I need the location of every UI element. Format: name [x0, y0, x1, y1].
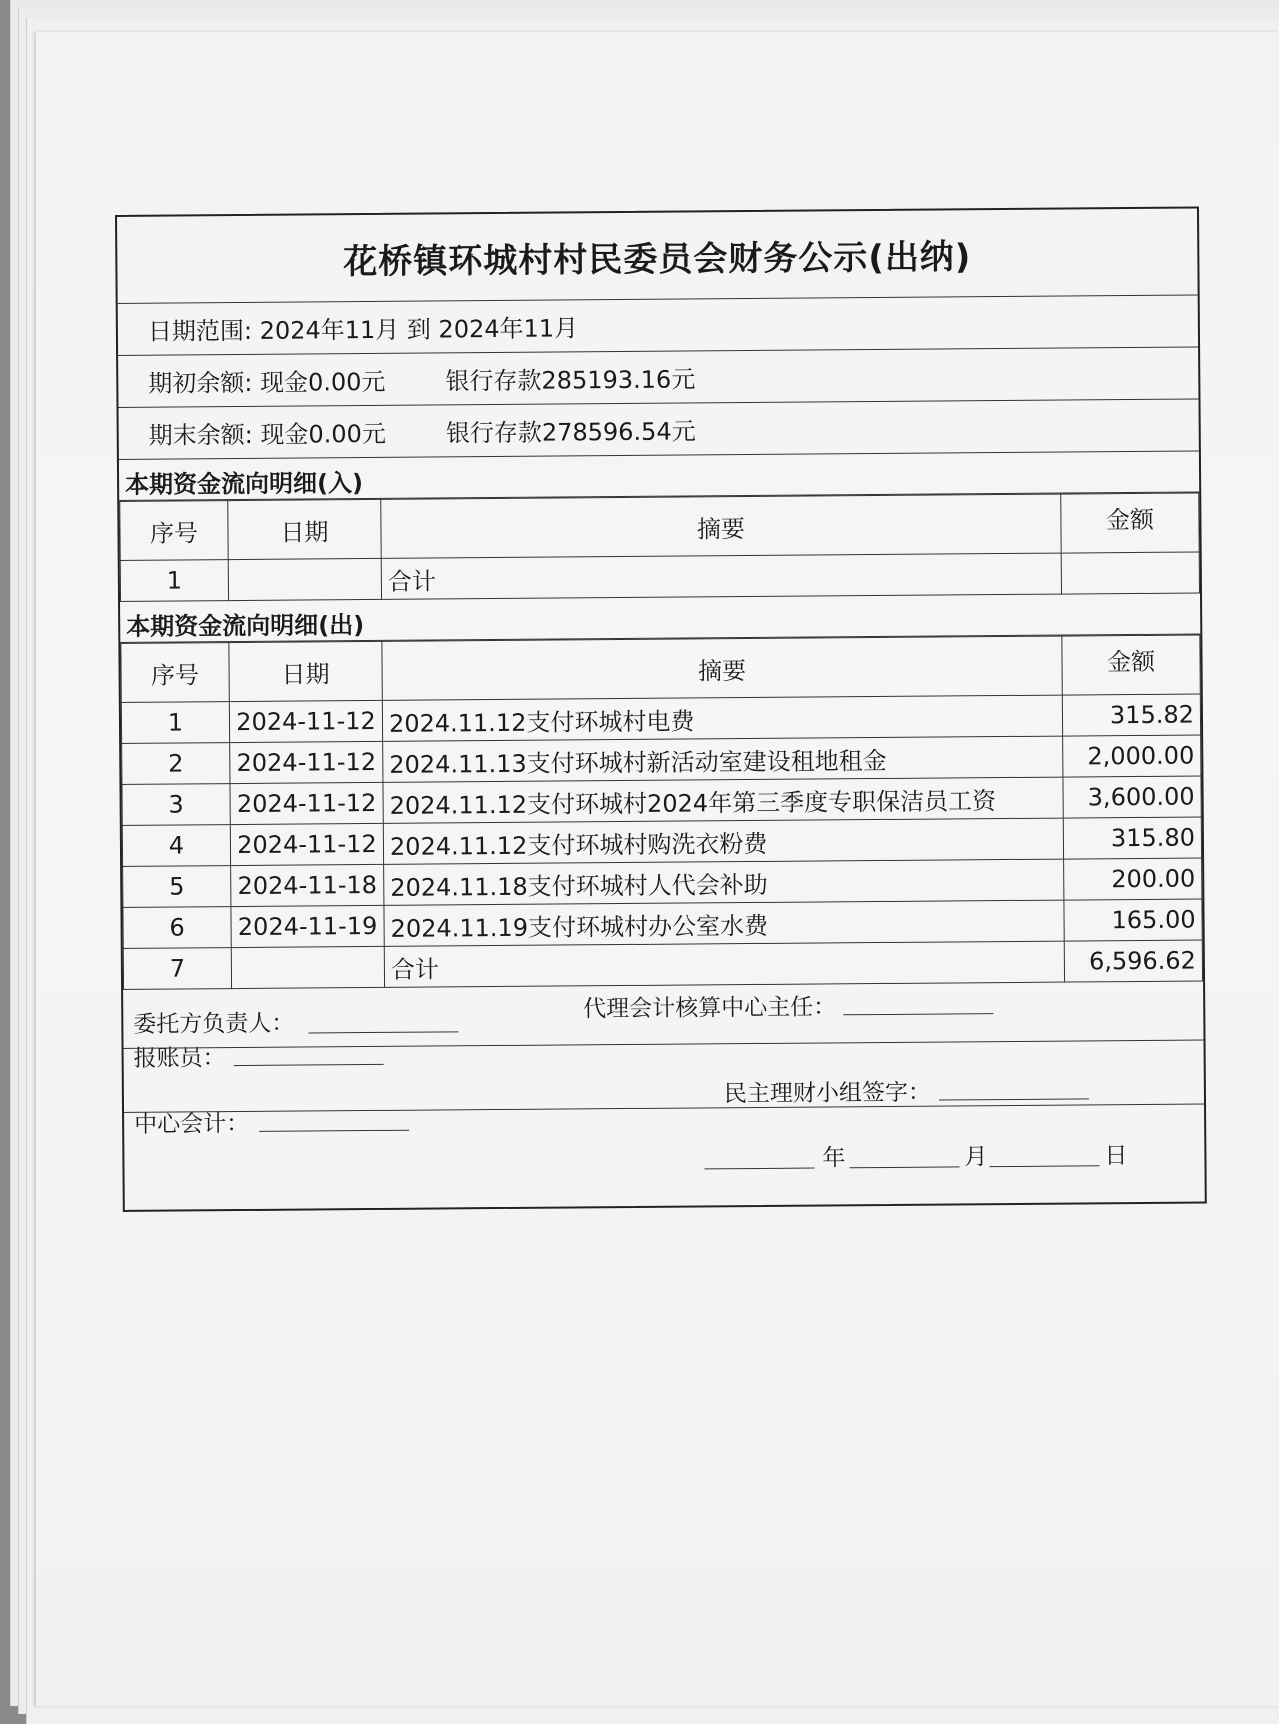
day-label: 日 [1104, 1143, 1128, 1170]
clerk-label: 报账员： [133, 1045, 226, 1072]
col-amount: 金额 [1062, 635, 1200, 695]
row-summary: 2024.11.12支付环城村购洗衣粉费 [383, 818, 1063, 864]
income-header-row [120, 493, 1199, 560]
year-line [705, 1168, 815, 1170]
row-date: 2024-11-12 [230, 782, 383, 824]
center-accountant-signature-line [259, 1130, 409, 1132]
row-amount: 3,600.00 [1063, 776, 1201, 818]
opening-bank: 银行存款285193.16元 [445, 365, 696, 396]
closing-cash: 期末余额: 现金0.00元 [148, 419, 386, 450]
opening-cash: 期初余额: 现金0.00元 [148, 367, 386, 398]
row-date: 2024-11-19 [231, 905, 384, 947]
row-amount: 200.00 [1064, 858, 1202, 900]
expense-header-row [121, 635, 1200, 702]
row-summary: 2024.11.19支付环城村办公室水费 [384, 900, 1064, 946]
month-label: 月 [964, 1144, 988, 1171]
director-label: 代理会计核算中心主任： [583, 994, 837, 1023]
income-heading-text: 本期资金流向明细(入) [125, 469, 364, 499]
col-summary: 摘要 [382, 636, 1062, 700]
form-title: 花桥镇环城村村民委员会财务公示(出纳) [343, 236, 972, 282]
row-summary: 合计 [384, 941, 1064, 987]
director-signature-line [843, 1013, 993, 1015]
divider-line [124, 1103, 1204, 1112]
row-amount: 165.00 [1064, 899, 1202, 941]
finance-group-label: 民主理财小组签字： [723, 1079, 932, 1108]
col-date: 日期 [229, 641, 382, 701]
expense-heading-text: 本期资金流向明细(出) [126, 611, 365, 641]
date-range: 日期范围: 2024年11月 到 2024年11月 [147, 314, 579, 346]
opening-balance-row [118, 347, 1198, 407]
day-line [989, 1165, 1099, 1167]
col-summary: 摘要 [381, 494, 1061, 558]
row-no: 5 [123, 866, 231, 908]
period-row [118, 295, 1198, 355]
row-summary: 合计 [381, 553, 1061, 599]
row-date: 2024-11-12 [230, 741, 383, 783]
row-amount [1061, 552, 1199, 594]
divider-line [124, 1039, 1204, 1048]
title-row [117, 209, 1198, 304]
row-date: 2024-11-12 [230, 823, 383, 865]
row-summary: 2024.11.18支付环城村人代会补助 [384, 859, 1064, 905]
row-no: 1 [121, 702, 229, 744]
row-summary: 2024.11.13支付环城村新活动室建设租地租金 [383, 736, 1063, 782]
income-table [119, 492, 1200, 601]
row-no: 1 [120, 560, 228, 602]
row-no: 2 [122, 743, 230, 785]
principal-label: 委托方负责人： [133, 1010, 295, 1038]
row-no: 7 [123, 948, 231, 990]
finance-notice-form [115, 206, 1207, 1211]
row-no: 4 [122, 825, 230, 867]
signature-area [123, 981, 1205, 1209]
col-no: 序号 [121, 643, 229, 703]
row-no: 6 [123, 907, 231, 949]
row-summary: 2024.11.12支付环城村2024年第三季度专职保洁员工资 [383, 777, 1063, 823]
row-no: 3 [122, 784, 230, 826]
year-label: 年 [822, 1145, 846, 1172]
col-amount: 金额 [1061, 493, 1199, 553]
row-amount: 6,596.62 [1064, 940, 1202, 982]
row-date: 2024-11-12 [229, 700, 382, 742]
row-date [231, 946, 384, 988]
row-summary: 2024.11.12支付环城村电费 [382, 695, 1062, 741]
closing-balance-row [119, 399, 1199, 459]
month-line [850, 1166, 960, 1168]
expense-table [120, 634, 1203, 989]
row-date [228, 558, 381, 600]
finance-group-signature-line [939, 1098, 1089, 1100]
col-date: 日期 [228, 499, 381, 559]
row-amount: 315.80 [1063, 817, 1201, 859]
row-date: 2024-11-18 [231, 864, 384, 906]
row-amount: 315.82 [1062, 694, 1200, 736]
closing-bank: 银行存款278596.54元 [445, 417, 696, 448]
col-no: 序号 [120, 501, 228, 561]
principal-signature-line [308, 1031, 458, 1033]
clerk-signature-line [234, 1064, 384, 1066]
row-amount: 2,000.00 [1063, 735, 1201, 777]
center-accountant-label: 中心会计： [134, 1110, 250, 1138]
